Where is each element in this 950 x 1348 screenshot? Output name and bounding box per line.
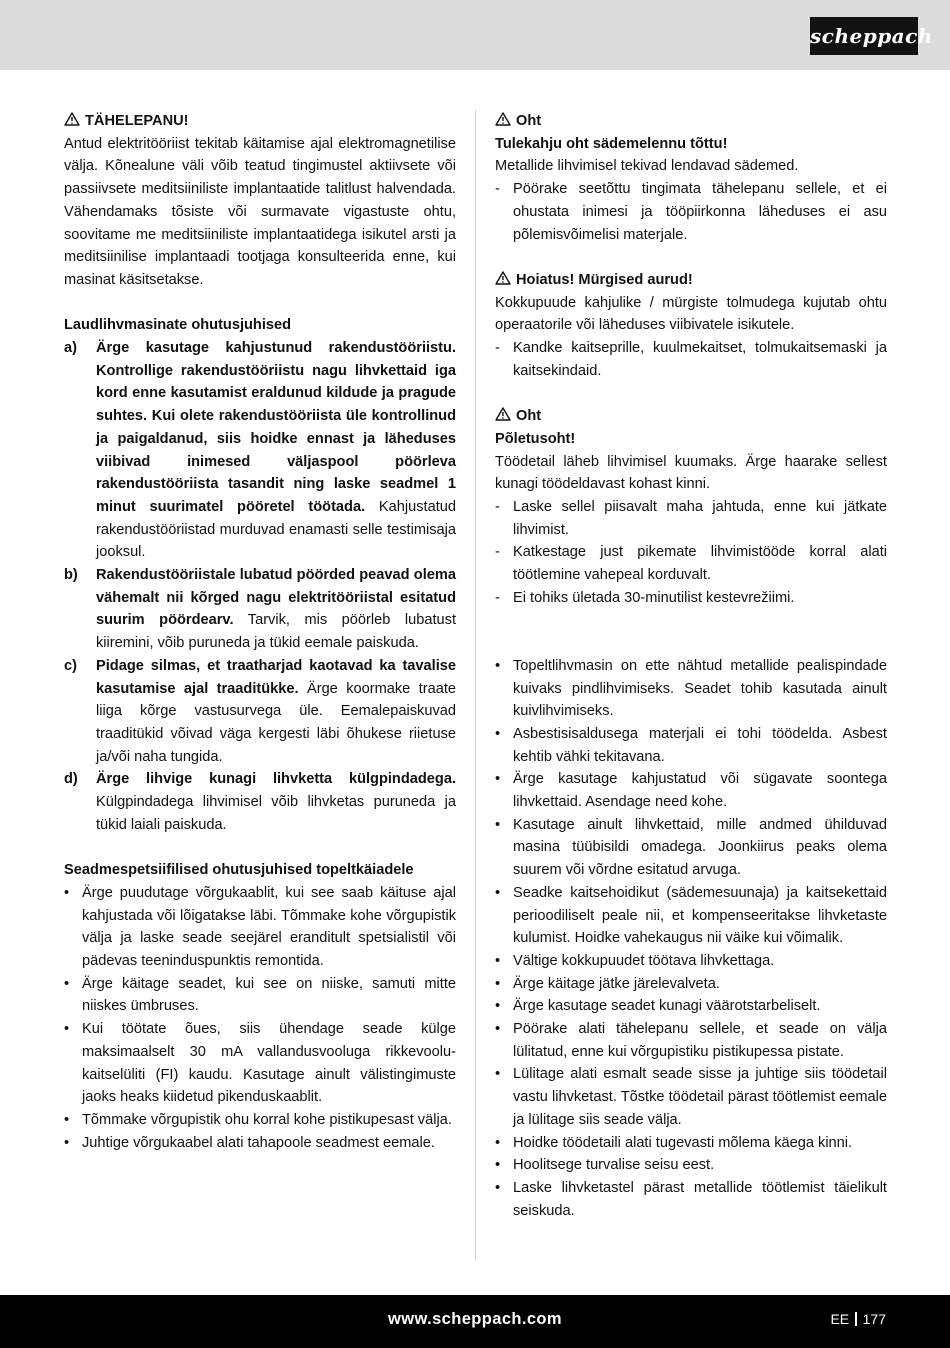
list-item — [495, 655, 887, 723]
bullet-icon: • — [64, 975, 70, 992]
bullet-icon: • — [495, 952, 501, 969]
item-text: Külgpindadega lihvimisel võib lihvketas puruneda ja tükid laiali paiskuda. — [96, 794, 456, 833]
list-item-text: Hoidke töödetaili alati tugevasti mõlema käega kinni. — [513, 1134, 853, 1151]
list-item-text: Vältige kokkupuudet töötava lihvkettaga. — [513, 952, 775, 969]
bullet-icon: • — [495, 1134, 501, 1151]
item-bold-text: Rakendustööriistale lubatud pöörded peavad olema vähemalt nii kõrged nagu elektritööriistal esitatud suurim pöördearv. — [96, 567, 456, 629]
bullet-icon: • — [64, 1111, 70, 1128]
list-item-text: Kui töötate õues, siis ühendage seade külge maksimaalselt 30 mA vallandusvooluga rikkevoolu-kaitselüliti (FI) kaudu. Kasutage ainult välistingimuste jaoks heaks kiidetud pikenduskaablit. — [82, 1021, 456, 1106]
bullet-icon: • — [64, 884, 70, 901]
list-item-text: Ärge kasutage kahjustatud või sügavate soontega lihvkettaid. Asendage need kohe. — [513, 771, 887, 811]
separator — [855, 1312, 857, 1326]
dash-marker: - — [495, 498, 500, 515]
list-item — [495, 1132, 887, 1155]
list-item — [64, 882, 456, 973]
bullet-icon: • — [495, 816, 501, 833]
list-item — [64, 973, 456, 1018]
list-item — [495, 587, 887, 610]
bullet-icon: • — [495, 884, 501, 901]
item-marker: a) — [64, 340, 77, 357]
list-item — [495, 723, 887, 768]
item-bold-text: Pidage silmas, et traatharjad kaotavad ka tavalise kasutamise ajal traaditükke. — [96, 657, 456, 697]
dash-marker: - — [495, 181, 500, 198]
item-bold-text: Ärge lihvige kunagi lihvketta külgpindadega. — [96, 771, 456, 788]
footer-website-link[interactable]: www.scheppach.com — [388, 1310, 562, 1328]
fire-subtitle: Tulekahju oht sädemelennu tõttu! — [495, 135, 728, 152]
grinder-item-a — [64, 337, 456, 564]
item-marker: b) — [64, 567, 78, 584]
bullet-icon: • — [495, 725, 501, 742]
burn-title: Oht — [516, 408, 542, 425]
specific-safety-title: Seadmespetsiifilised ohutusjuhised topeltkäiadele — [64, 862, 414, 879]
list-item — [495, 973, 887, 996]
list-item — [495, 541, 887, 586]
warning-icon — [64, 112, 80, 126]
item-marker: c) — [64, 657, 77, 674]
language-code: EE — [830, 1311, 850, 1327]
bullet-icon: • — [495, 998, 501, 1015]
list-item-text: Hoolitsege turvalise seisu eest. — [513, 1157, 715, 1174]
list-item — [495, 1154, 887, 1177]
list-item-text: Ärge käitage jätke järelevalveta. — [513, 975, 720, 992]
bullet-icon: • — [495, 975, 501, 992]
attention-heading — [64, 110, 456, 133]
vapors-heading — [495, 269, 887, 292]
vapors-title: Hoiatus! Mürgised aurud! — [516, 271, 693, 288]
grinder-safety-title: Laudlihvmasinate ohutusjuhised — [64, 317, 292, 334]
list-item — [495, 337, 887, 382]
list-item — [495, 1018, 887, 1063]
fire-title: Oht — [516, 113, 542, 129]
grinder-item-c — [64, 655, 456, 769]
bullet-icon: • — [495, 771, 501, 788]
list-item-text: Ärge puudutage võrgukaablit, kui see saab käituse ajal kahjustada või lõigatakse läbi. Tõmmake kohe võrgupistik välja ja laske seade seejärel eranditult spetsialistil või pädevas teeninduspunktis remontida. — [82, 884, 456, 969]
list-item — [64, 1018, 456, 1109]
list-item — [495, 1063, 887, 1131]
list-item — [495, 882, 887, 950]
column-divider — [475, 110, 476, 1260]
list-item-text: Laske sellel piisavalt maha jahtuda, enne kui jätkate lihvimist. — [513, 498, 887, 538]
list-item — [495, 178, 887, 246]
list-item — [495, 950, 887, 973]
fire-text: Metallide lihvimisel tekivad lendavad sädemed. — [495, 158, 799, 175]
attention-text: Antud elektritööriist tekitab käitamise ajal elektromagnetilise välja. Kõnealune väli võib teatud tingimustel aktiivsete või passiivsete meditsiiniliste implantaatide talitlust halvendada. Vähendamaks tõsiste või surmavate vigastuste ohtu, soovitame me meditsiiniliste implantaatidega isikutel arsti ja meditsiinilise implantaadi tootjaga konsulteerida enne, kui masinat käsitsetakse. — [64, 135, 456, 288]
attention-title: TÄHELEPANU! — [85, 113, 189, 129]
warning-icon — [495, 271, 511, 285]
list-item-text: Ei tohiks ületada 30-minutilist kestevrežiimi. — [513, 589, 795, 606]
list-item-text: Kandke kaitseprille, kuulmekaitset, tolmukaitsemaski ja kaitsekindaid. — [513, 340, 887, 379]
item-text: Kahjustatud rakendustööriistad murduvad enamasti selle testimisaja jooksul. — [96, 498, 456, 561]
list-item-text: Pöörake seetõttu tingimata tähelepanu sellele, et ei ohustata inimesi ja tööpiirkonna läheduses ei asu põlemisvõimelisi materjale. — [513, 181, 887, 243]
fire-heading — [495, 110, 887, 133]
list-item-text: Tõmmake võrgupistik ohu korral kohe pistikupesast välja. — [82, 1111, 452, 1128]
list-item-text: Pöörake alati tähelepanu sellele, et seade on välja lülitatud, enne kui võrgupistiku pistikupessa pistate. — [513, 1021, 887, 1060]
list-item — [495, 814, 887, 882]
list-item — [64, 1109, 456, 1132]
vapors-text: Kokkupuude kahjulike / mürgiste tolmudega kujutab ohtu operaatorile või läheduses viibivatele isikutele. — [495, 294, 887, 334]
burn-subtitle: Põletusoht! — [495, 430, 576, 447]
list-item — [495, 1177, 887, 1222]
dash-marker: - — [495, 544, 500, 561]
list-item-text: Seadke kaitsehoidikut (sädemesuunaja) ja kaitsekettaid perioodiliselt peale nii, et kompenseeritakse lihvketaste kulumist. Hoidke vahekaugus nii väike kui võimalik. — [513, 884, 887, 947]
item-bold-text: Ärge kasutage kahjustunud rakendustööriistu. Kontrollige rakendustööriistu nagu lihvkettaid iga kord enne kasutamist eraldunud kildude ja pragude suhtes. Kui olete rakendustööriista üle kontrollinud ja paigaldanud, siis hoidke ennast ja läheduses viibivad inimesed väljaspool pöörleva rakendustööriista tasandit ning laske seadmel 1 minut suurimatel pööretel töötada. — [96, 340, 456, 515]
right-column — [495, 110, 887, 1222]
list-item — [495, 995, 887, 1018]
header-bar — [0, 0, 950, 70]
item-text: Ärge koormake traate liiga kõrge vastusurvega üle. Eemalepaiskuvad traaditükid võivad väga kergesti läbi õhukese riietuse ja/või naha tungida. — [96, 680, 456, 765]
page-number-value: 177 — [862, 1311, 886, 1327]
scheppach-logo: scheppach — [810, 17, 918, 55]
dash-marker: - — [495, 340, 500, 357]
burn-text: Töödetail läheb lihvimisel kuumaks. Ärge haarake sellest kunagi töödeldavast kohast kinni. — [495, 453, 887, 493]
list-item — [495, 768, 887, 813]
bullet-icon: • — [64, 1021, 70, 1038]
grinder-item-b — [64, 564, 456, 655]
page-number — [830, 1295, 886, 1343]
left-column — [64, 110, 456, 1154]
item-text: Tarvik, mis pöörleb lubatust kiiremini, võib puruneda ja tükid eemale paiskuda. — [96, 612, 456, 652]
footer-bar — [0, 1295, 950, 1348]
bullet-icon: • — [495, 1066, 501, 1083]
bullet-icon: • — [495, 1021, 501, 1038]
list-item-text: Lülitage alati esmalt seade sisse ja juhtige siis töödetail vastu lihvketast. Tõstke töödetail pärast töötlemist eemale ja lülitage siis seade välja. — [513, 1066, 887, 1128]
list-item-text: Juhtige võrgukaabel alati tahapoole seadmest eemale. — [82, 1134, 435, 1151]
list-item — [495, 496, 887, 541]
list-item-text: Ärge käitage seadet, kui see on niiske, samuti mitte niiskes ümbruses. — [82, 975, 456, 1015]
item-marker: d) — [64, 771, 78, 788]
list-item-text: Ärge kasutage seadet kunagi väärotstarbeliselt. — [513, 998, 821, 1015]
list-item-text: Laske lihvketastel pärast metallide töötlemist täielikult seiskuda. — [513, 1179, 887, 1219]
bullet-icon: • — [64, 1134, 70, 1151]
list-item-text: Topeltlihvmasin on ette nähtud metallide pealispindade kuivaks pindlihvimiseks. Seadet tohib kasutada ainult kuivlihvimiseks. — [513, 657, 887, 720]
bullet-icon: • — [495, 657, 501, 674]
list-item-text: Katkestage just pikemate lihvimistööde korral alati töötlemine vahepeal korduvalt. — [513, 544, 887, 584]
warning-icon — [495, 112, 511, 126]
bullet-icon: • — [495, 1157, 501, 1174]
grinder-item-d — [64, 768, 456, 836]
list-item-text: Kasutage ainult lihvkettaid, mille andmed ühilduvad masina tüübisildi omadega. Joonkiirus peaks olema suurem või võrdne esitatud arvuga. — [513, 816, 887, 879]
list-item — [64, 1132, 456, 1155]
burn-heading — [495, 405, 887, 428]
bullet-icon: • — [495, 1179, 501, 1196]
list-item-text: Asbestisisaldusega materjali ei tohi töödelda. Asbest kehtib vähki tekitavana. — [513, 725, 887, 765]
dash-marker: - — [495, 589, 500, 606]
warning-icon — [495, 407, 511, 421]
